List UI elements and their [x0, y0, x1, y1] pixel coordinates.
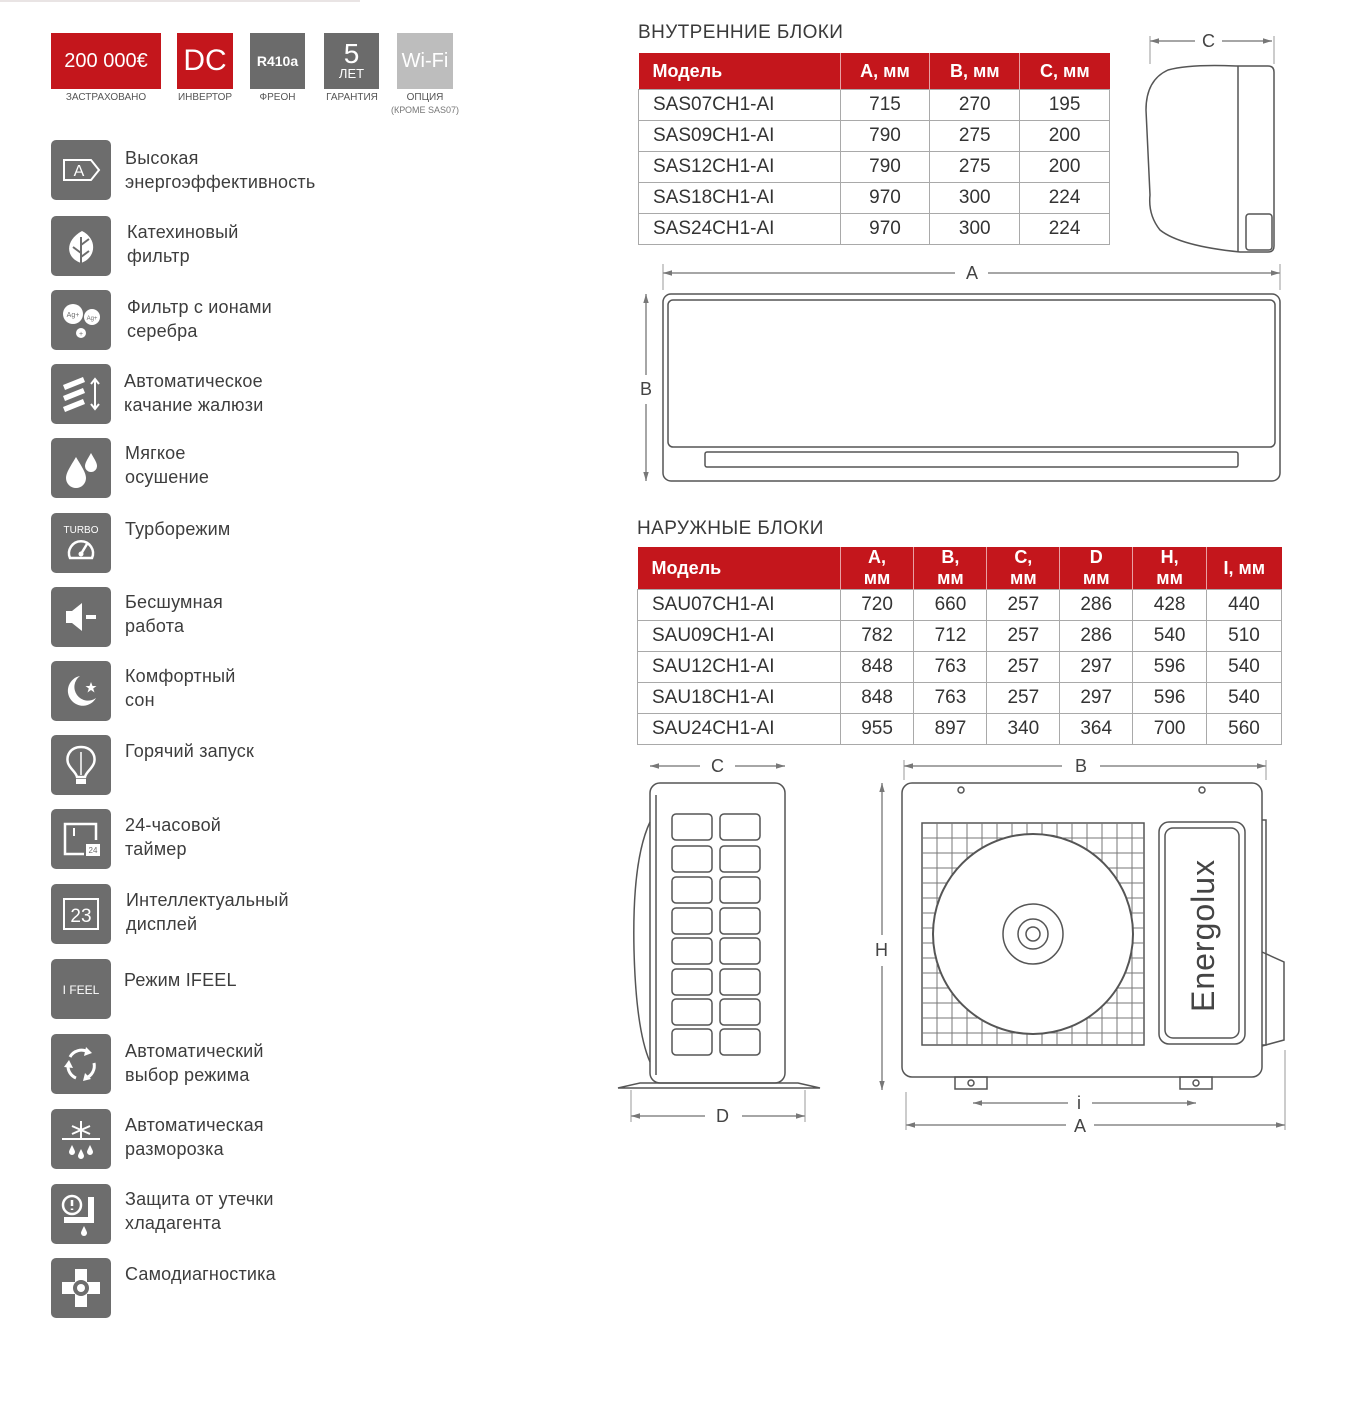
- freon-value: R410a: [256, 53, 299, 69]
- svg-text:A: A: [73, 163, 85, 180]
- cell: 195: [1020, 90, 1110, 121]
- cell: 763: [914, 683, 987, 714]
- dim-label-b: B: [640, 379, 653, 399]
- cell: 297: [1060, 683, 1133, 714]
- feature-label-defrost: Автоматическая разморозка: [125, 1115, 264, 1159]
- cell: 224: [1020, 183, 1110, 214]
- dim-label-c: C: [1202, 31, 1215, 51]
- cell: 257: [987, 652, 1060, 683]
- feature-label-silent: Бесшумная работа: [125, 592, 223, 636]
- cell: 790: [840, 152, 930, 183]
- feature-label-diagnosis: Самодиагностика: [125, 1264, 276, 1284]
- feature-label-hotstart: Горячий запуск: [125, 741, 255, 761]
- feature-label-display: Интеллектуальный дисплей: [126, 890, 289, 934]
- cell: 720: [840, 590, 914, 621]
- cell: 970: [840, 214, 930, 245]
- indoor-title: ВНУТРЕННИЕ БЛОКИ: [638, 22, 844, 43]
- cell: SAS09CH1-AI: [639, 121, 841, 152]
- feature-label-turbo: Турборежим: [125, 519, 231, 539]
- wifi-caption: ОПЦИЯ (КРОМЕ SAS07): [390, 92, 460, 115]
- warranty-caption: ГАРАНТИЯ: [326, 92, 378, 103]
- cell: 970: [840, 183, 930, 214]
- outdoor-header: Модель: [638, 547, 841, 590]
- cell: 297: [1060, 652, 1133, 683]
- cell: 700: [1133, 714, 1207, 745]
- cell: 200: [1020, 121, 1110, 152]
- cell: SAU24CH1-AI: [638, 714, 841, 745]
- feature-label-timer: 24-часовой таймер: [125, 815, 222, 859]
- svg-text:23: 23: [70, 906, 92, 927]
- cell: 440: [1207, 590, 1282, 621]
- cell: 848: [840, 652, 914, 683]
- cell: 286: [1060, 621, 1133, 652]
- outdoor-side-view: [618, 766, 820, 1122]
- cell: 300: [930, 183, 1020, 214]
- cell: SAU18CH1-AI: [638, 683, 841, 714]
- cell: 428: [1133, 590, 1207, 621]
- cell: 715: [840, 90, 930, 121]
- dim-label-a: A: [966, 263, 979, 283]
- cell: SAS12CH1-AI: [639, 152, 841, 183]
- outdoor-header: I, мм: [1207, 547, 1282, 590]
- cell: 224: [1020, 214, 1110, 245]
- outdoor-header: A, мм: [840, 547, 914, 590]
- feature-label-catechin: Катехиновый фильтр: [127, 222, 239, 266]
- cell: 540: [1207, 683, 1282, 714]
- indoor-header: Модель: [639, 53, 841, 90]
- cell: 275: [930, 121, 1020, 152]
- freon-caption: ФРЕОН: [259, 92, 296, 103]
- warranty-years: 5: [343, 38, 360, 69]
- outdoor-header: C, мм: [987, 547, 1060, 590]
- indoor-header: A, мм: [840, 53, 930, 90]
- feature-label-auto: Автоматический выбор режима: [125, 1041, 264, 1085]
- cell: 540: [1207, 652, 1282, 683]
- cell: 286: [1060, 590, 1133, 621]
- cell: 782: [840, 621, 914, 652]
- outdoor-front-view: [882, 760, 1285, 1130]
- indoor-header: C, мм: [1020, 53, 1110, 90]
- cell: 790: [840, 121, 930, 152]
- cell: 300: [930, 214, 1020, 245]
- feature-label-silver: Фильтр с ионами серебра: [127, 297, 272, 341]
- cell: 897: [914, 714, 987, 745]
- brand-logo: Energolux: [1185, 858, 1221, 1012]
- svg-text:TURBO: TURBO: [63, 525, 99, 536]
- dim-label-h: H: [875, 940, 888, 960]
- feature-label-ifeel: Режим IFEEL: [124, 970, 237, 990]
- inverter-value: DC: [183, 44, 227, 77]
- cell: 763: [914, 652, 987, 683]
- feature-label-leak: Защита от утечки хладагента: [125, 1189, 274, 1233]
- cell: 340: [987, 714, 1060, 745]
- insurance-value: 200 000€: [64, 49, 148, 72]
- svg-text:I FEEL: I FEEL: [62, 983, 100, 997]
- cell: 257: [987, 621, 1060, 652]
- dim-label-c-outdoor: C: [711, 756, 724, 776]
- cell: SAS07CH1-AI: [639, 90, 841, 121]
- cell: 540: [1133, 621, 1207, 652]
- cell: 596: [1133, 652, 1207, 683]
- cell: 596: [1133, 683, 1207, 714]
- cell: 560: [1207, 714, 1282, 745]
- insurance-caption: ЗАСТРАХОВАНО: [65, 92, 147, 103]
- indoor-front-view: [646, 264, 1280, 481]
- cell: SAS24CH1-AI: [639, 214, 841, 245]
- cell: SAS18CH1-AI: [639, 183, 841, 214]
- cell: SAU07CH1-AI: [638, 590, 841, 621]
- cell: 848: [840, 683, 914, 714]
- indoor-header: B, мм: [930, 53, 1020, 90]
- cell: 364: [1060, 714, 1133, 745]
- outdoor-header: B, мм: [914, 547, 987, 590]
- cell: 660: [914, 590, 987, 621]
- outdoor-header: D мм: [1060, 547, 1133, 590]
- cell: 200: [1020, 152, 1110, 183]
- cell: SAU09CH1-AI: [638, 621, 841, 652]
- dim-label-a-outdoor: A: [1074, 1116, 1087, 1136]
- dim-label-d: D: [716, 1106, 729, 1126]
- outdoor-title: НАРУЖНЫЕ БЛОКИ: [637, 518, 824, 539]
- cell: 257: [987, 683, 1060, 714]
- outdoor-header: H, мм: [1133, 547, 1207, 590]
- warranty-unit: ЛЕТ: [338, 66, 365, 81]
- dim-label-b-outdoor: B: [1075, 756, 1088, 776]
- cell: 712: [914, 621, 987, 652]
- feature-label-dry: Мягкое осушение: [125, 443, 210, 487]
- wifi-value: Wi-Fi: [401, 49, 449, 72]
- indoor-side-view: [1146, 36, 1274, 252]
- svg-text:24: 24: [88, 846, 98, 855]
- svg-text:+: +: [78, 331, 84, 338]
- cell: 257: [987, 590, 1060, 621]
- cell: 955: [840, 714, 914, 745]
- svg-text:Ag+: Ag+: [66, 312, 80, 319]
- feature-label-sleep: Комфортный сон: [125, 666, 236, 710]
- cell: SAU12CH1-AI: [638, 652, 841, 683]
- feature-label-swing: Автоматическое качание жалюзи: [124, 371, 264, 415]
- dim-label-i: i: [1077, 1093, 1081, 1113]
- cell: 275: [930, 152, 1020, 183]
- svg-text:Ag+: Ag+: [86, 316, 98, 322]
- cell: 510: [1207, 621, 1282, 652]
- cell: 270: [930, 90, 1020, 121]
- inverter-caption: ИНВЕРТОР: [177, 92, 233, 103]
- feature-label-energy: Высокая энергоэффективность: [125, 148, 316, 192]
